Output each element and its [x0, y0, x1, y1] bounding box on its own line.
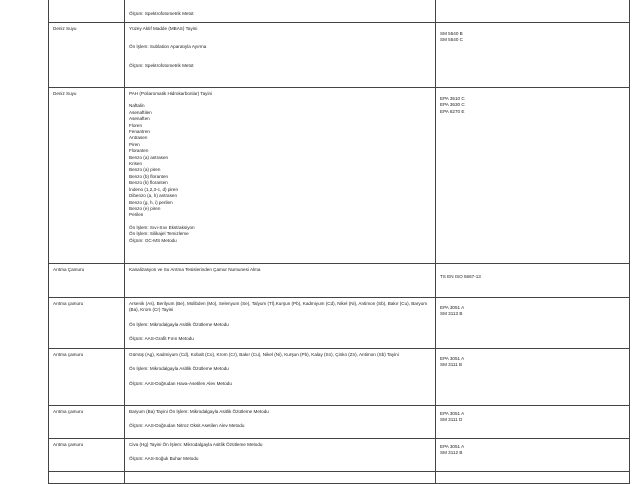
parameter-cell: [125, 0, 436, 23]
method-cell: [436, 349, 630, 406]
pretreatment-line: Ön İşlem: Mikrodalgayla Asitlik Özütleme Metodu: [129, 366, 229, 372]
method-code: EPA 3051 A: [440, 305, 465, 310]
compound-item: Naftalin: [129, 103, 145, 109]
compound-item: Asenaften: [129, 116, 150, 122]
parameter-cell: [125, 264, 436, 298]
table-row: [49, 472, 630, 484]
matrix-label: Deniz Suyu: [53, 91, 77, 96]
compound-item: Antrasen: [129, 135, 148, 141]
compound-item: Floranten: [129, 148, 149, 154]
compound-item: İndeno (1,2,3-c, d) piren: [129, 186, 179, 192]
compound-item: Perilen: [129, 212, 144, 218]
pretreatment-line: Ön İşlem: Mikrodalgayla Asitlik Özütleme Metodu: [129, 321, 229, 327]
table-row: [49, 88, 630, 264]
compound-item: Fenantren: [129, 129, 150, 135]
parameter-title: Gümüş (Ag), Kadmiyum (Cd), Kobalt (Co), Krom (Cr), Bakır (Cu), Nikel (Ni), Kurşun (Pb), Kalay (Sn), Çinko (Zn), Antimon (Sb) Tayini: [129, 352, 399, 357]
matrix-label: Arıtma Çamuru: [53, 267, 85, 272]
method-code: EPA 3051 A: [440, 411, 465, 416]
compound-item: Piren: [129, 141, 140, 147]
accreditation-scope-table: [48, 0, 630, 484]
compound-item: Benzo (b) floranten: [129, 173, 169, 179]
compound-item: Benzo (g, h, i) perilen: [129, 199, 173, 205]
measurement-line: Ölçüm: AAS-Doğrudan Hava-Asetilen Alev Metodu: [129, 380, 232, 386]
parameter-title: Kanalizasyon ve Su Arıtma Tesislerinden Çamur Numunesi Alma: [129, 267, 261, 272]
table-row: [49, 23, 630, 88]
matrix-label: Arıtma çamuru: [53, 352, 84, 357]
method-cell: [436, 88, 630, 264]
method-cell: [436, 23, 630, 88]
parameter-cell: [125, 439, 436, 472]
method-code: EPA 8270 E: [440, 108, 465, 114]
matrix-label: Arıtma çamuru: [53, 409, 84, 414]
parameter-title: PAH (Poliaromatik Hidrokarbonlar) Tayini: [129, 91, 213, 96]
pretreatment-line: Ön İşlem: Silikajel Temizleme: [129, 231, 189, 237]
parameter-cell: [125, 23, 436, 88]
parameter-cell: [125, 406, 436, 439]
compound-item: Floren: [129, 122, 143, 128]
parameter-cell: [125, 298, 436, 349]
measurement-line: Ölçüm: AAS-Grafit Fırın Metodu: [129, 336, 194, 342]
matrix-cell: [49, 88, 125, 264]
method-cell: [436, 298, 630, 349]
table-row: [49, 0, 630, 23]
method-code: SM 3111 B: [440, 362, 463, 368]
method-code: TS EN ISO 5667-13: [440, 274, 481, 279]
parameter-title: Civa (Hg) Tayini Ön İşlem: Mikrodalgayla Asitlik Özütleme Metodu: [129, 442, 263, 447]
measurement-line: Ölçüm: AAS-Doğrudan Nitroz Oksit Asetilen Alev Metodu: [129, 423, 245, 429]
compound-item: Dibenzo (a, h) antrasen: [129, 193, 178, 199]
method-cell: [436, 0, 630, 23]
table-row: [49, 264, 630, 298]
matrix-cell: [49, 298, 125, 349]
matrix-cell: [49, 264, 125, 298]
compound-item: Benzo (a) piren: [129, 167, 161, 173]
table-row: [49, 298, 630, 349]
method-code: SM 3113 B: [440, 311, 463, 317]
measurement-line: Ölçüm: GC-MS Metodu: [129, 237, 177, 243]
method-cell: [436, 439, 630, 472]
measurement-line: Ölçüm: Spektrofotometrik Metot: [129, 11, 194, 16]
method-code: EPA 3630 C: [440, 102, 465, 108]
measurement-line: Ölçüm: Spektrofotometrik Metot: [129, 62, 194, 68]
parameter-title: Arsenik (As), Berilyum (Be), Molibden (Mo), Selenyum (Se), Talyum (Tl),Kurşun (Pb), Kadmiyum (Cd), Nikel (Ni), Antimon (Sb), Bakır (Cu), Baryum (Ba), Krom (Cr) Tayini: [129, 301, 428, 313]
method-code: SM 3111 D: [440, 417, 463, 423]
parameter-cell: [125, 349, 436, 406]
measurement-line: Ölçüm: AAS-Soğuk Buhar Metodu: [129, 456, 199, 462]
method-code: SM 3112 B: [440, 450, 463, 456]
method-code: SM 5540 B: [440, 31, 463, 36]
matrix-cell: [49, 406, 125, 439]
method-code: EPA 3051 A: [440, 444, 465, 449]
compound-item: Krisen: [129, 161, 143, 167]
parameter-cell: [125, 88, 436, 264]
method-code: EPA 3051 A: [440, 356, 465, 361]
parameter-title: Baryum (Ba) Tayini Ön İşlem: Mikrodalgayla Asitlik Özütleme Metodu: [129, 409, 269, 414]
matrix-label: Arıtma çamuru: [53, 442, 84, 447]
pretreatment-line: Ön İşlem: Sıvı-Sıvı Ekstraksiyon: [129, 224, 195, 230]
matrix-label: Arıtma çamuru: [53, 301, 84, 306]
method-cell: [436, 406, 630, 439]
pretreatment-line: Ön İşlem: Sublation Aparatıyla Ayırma: [129, 44, 207, 50]
compound-item: Benzo (a) antrasen: [129, 154, 169, 160]
matrix-cell: [49, 23, 125, 88]
matrix-cell: [49, 349, 125, 406]
table-row: [49, 406, 630, 439]
compound-item: Benzo (e) piren: [129, 205, 161, 211]
matrix-label: Deniz Suyu: [53, 26, 77, 31]
method-code: EPA 3510 C: [440, 96, 465, 101]
table-row: [49, 439, 630, 472]
parameter-title: Yüzey Aktif Madde (MBAS) Tayini: [129, 26, 198, 31]
table-row: [49, 349, 630, 406]
method-cell: [436, 264, 630, 298]
matrix-cell: [49, 439, 125, 472]
compound-item: Benzo (k) floranten: [129, 180, 168, 186]
matrix-cell: [49, 0, 125, 23]
method-code: SM 5540 C: [440, 37, 463, 43]
compound-item: Asenaftilen: [129, 109, 152, 115]
